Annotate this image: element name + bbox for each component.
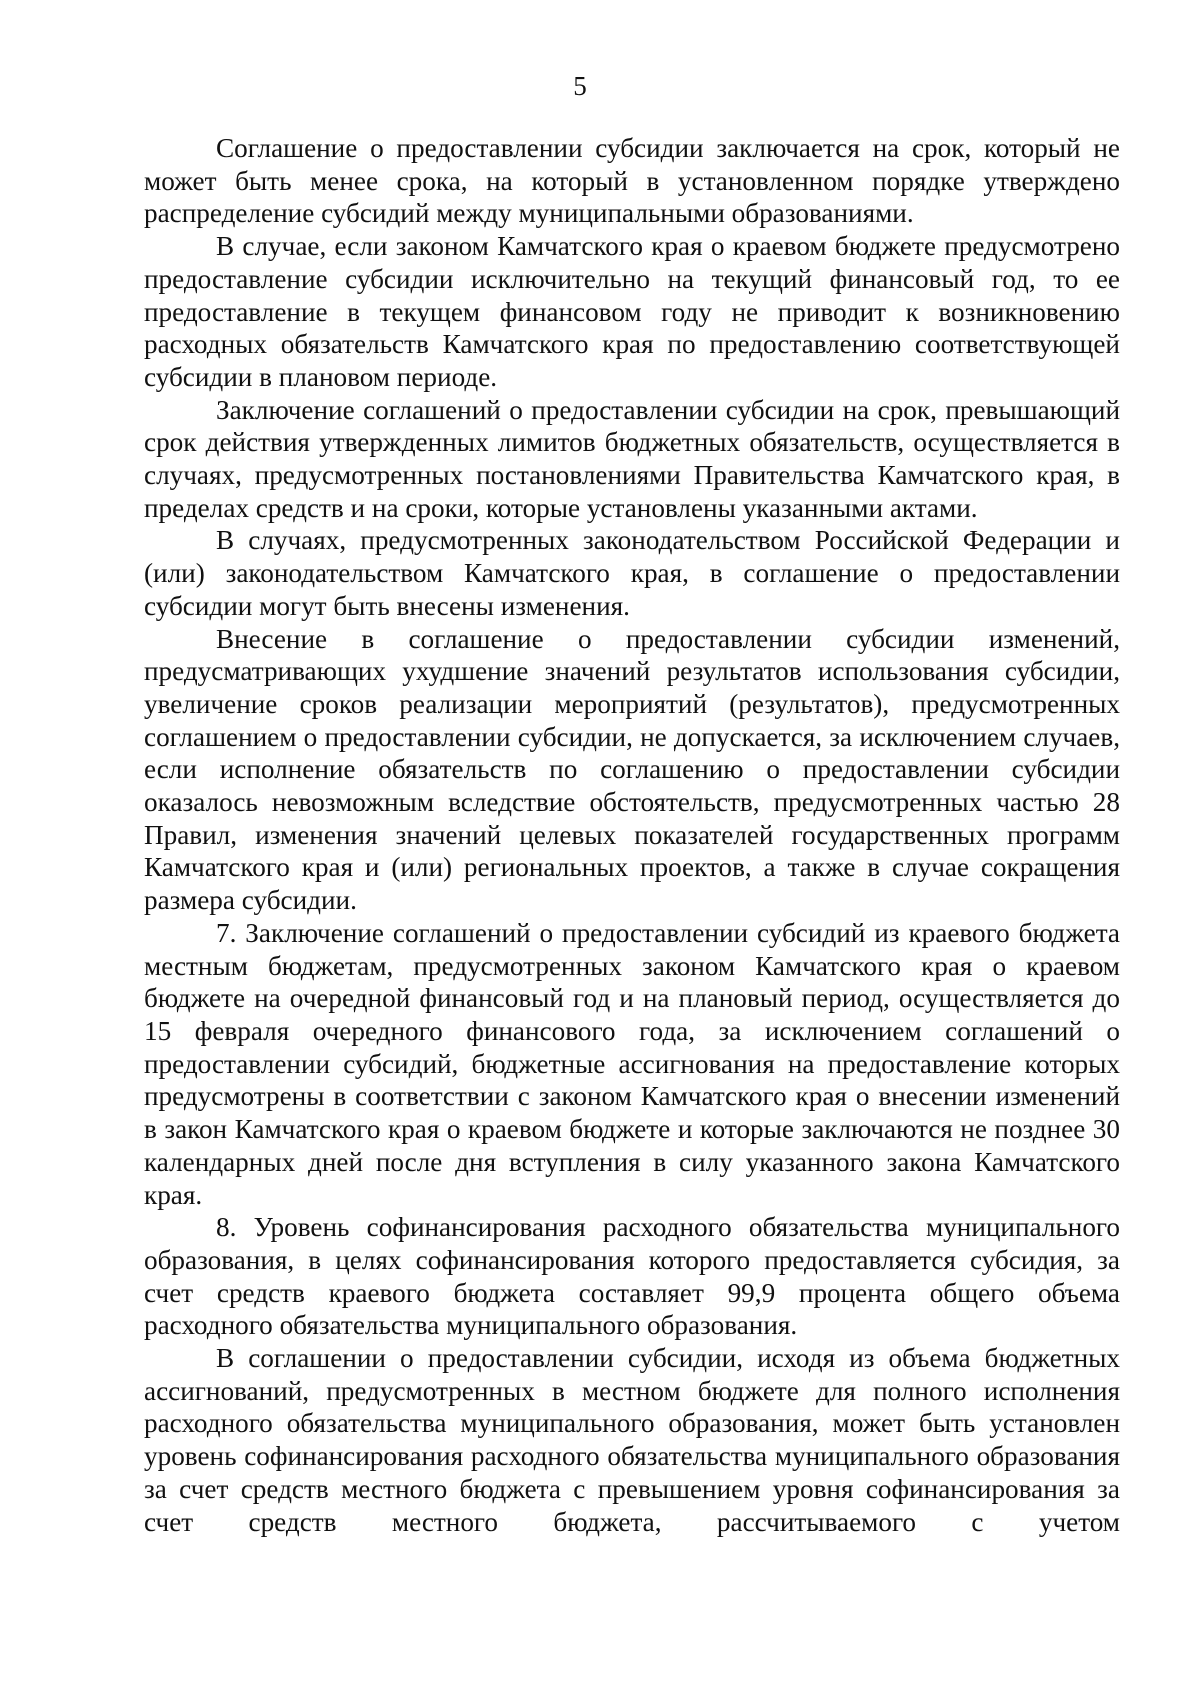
page-number: 5 [573, 71, 587, 101]
paragraph: 7. Заключение соглашений о предоставлении субсидий из краевого бюджета местным бюджетам, предусмотренных законом Камчатского края о краевом бюджете на очередной финансовый год и на плановый период, осуществляется до 15 февраля очередного финансового года, за исключением соглашений о предоставлении субсидий, бюджетные ассигнования на предоставление которых предусмотрены в соответствии с законом Камчатского края о внесении изменений в закон Камчатского края о краевом бюджете и которые заключаются не позднее 30 календарных дней после дня вступления в силу указанного закона Камчатского края. [144, 917, 1120, 1210]
paragraph: В случае, если законом Камчатского края о краевом бюджете предусмотрено предоставление субсидии исключительно на текущий финансовый год, то ее предоставление в текущем финансовом году не приводит к возникновению расходных обязательств Камчатского края по предоставлению соответствующей субсидии в плановом периоде. [144, 231, 1120, 392]
paragraph: Заключение соглашений о предоставлении субсидии на срок, превышающий срок действия утвержденных лимитов бюджетных обязательств, осуществляется в случаях, предусмотренных постановлениями Правительства Камчатского края, в пределах средств и на сроки, которые установлены указанными актами. [144, 394, 1120, 523]
paragraph: В случаях, предусмотренных законодательством Российской Федерации и (или) законодательством Камчатского края, в соглашение о предоставлении субсидии могут быть внесены изменения. [144, 525, 1120, 621]
paragraph: В соглашении о предоставлении субсидии, исходя из объема бюджетных ассигнований, предусмотренных в местном бюджете для полного исполнения расходного обязательства муниципального образования, может быть установлен уровень софинансирования расходного обязательства муниципального образования за счет средств местного бюджета с превышением уровня софинансирования за счет средств местного бюджета, рассчитываемого с учетом [144, 1343, 1120, 1537]
paragraph: 8. Уровень софинансирования расходного обязательства муниципального образования, в целях софинансирования которого предоставляется субсидия, за счет средств краевого бюджета составляет 99,9 процента общего объема расходного обязательства муниципального образования. [144, 1212, 1120, 1341]
paragraph: Внесение в соглашение о предоставлении субсидии изменений, предусматривающих ухудшение значений результатов использования субсидии, увеличение сроков реализации мероприятий (результатов), предусмотренных соглашением о предоставлении субсидии, не допускается, за исключением случаев, если исполнение обязательств по соглашению о предоставлении субсидии оказалось невозможным вследствие обстоятельств, предусмотренных частью 28 Правил, изменения значений целевых показателей государственных программ Камчатского края и (или) региональных проектов, а также в случае сокращения размера субсидии. [144, 623, 1120, 916]
document-body [144, 132, 1120, 1538]
paragraph: Соглашение о предоставлении субсидии заключается на срок, который не может быть менее срока, на который в установленном порядке утверждено распределение субсидий между муниципальными образованиями. [144, 133, 1120, 229]
